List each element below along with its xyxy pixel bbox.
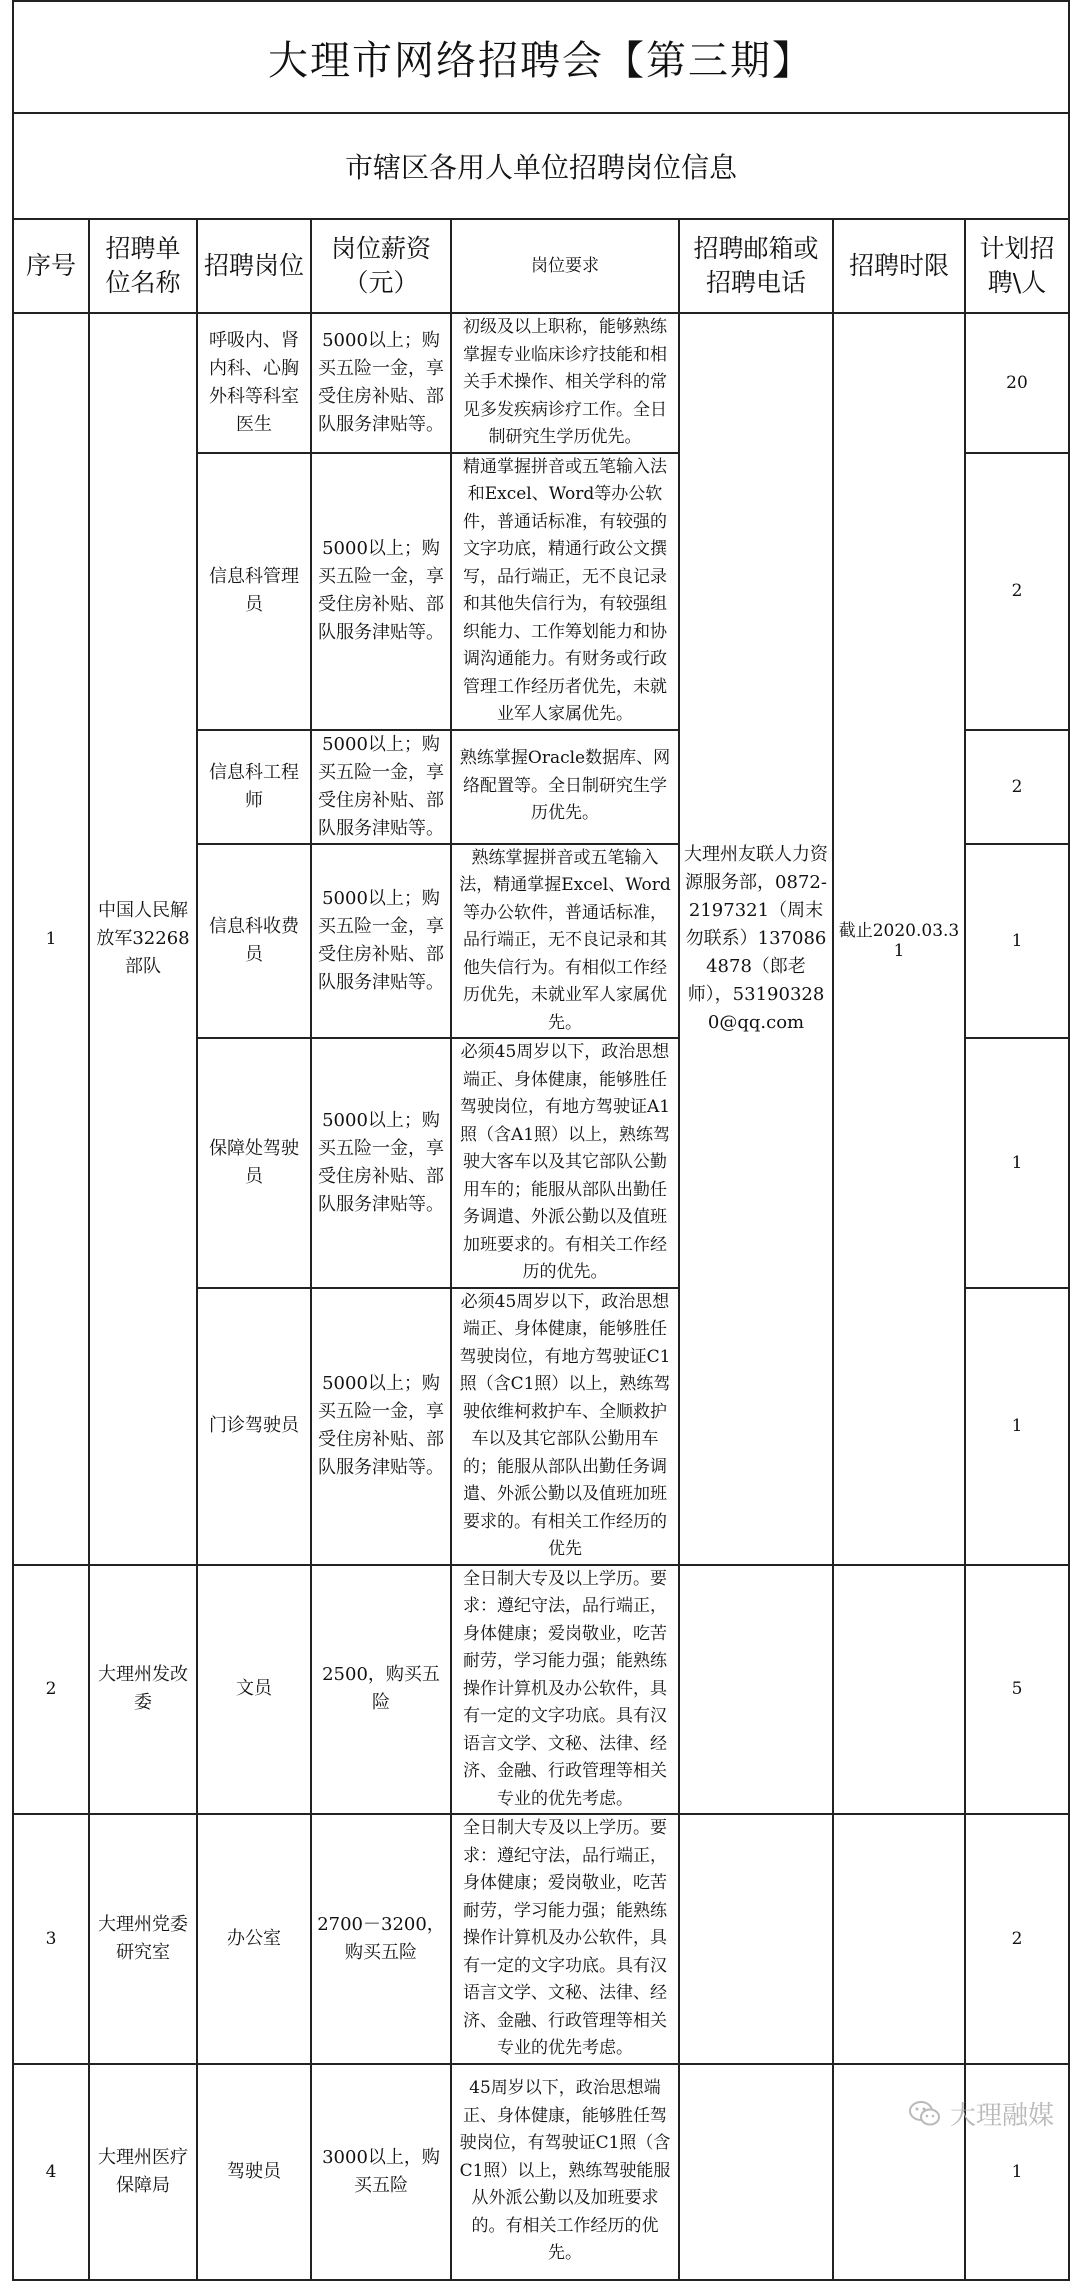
table-row [13,1814,1069,2064]
unit-name: 中国人民解放军32268部队 [89,313,197,1565]
requirements: 45周岁以下，政治思想端正、身体健康，能够胜任驾驶岗位，有驾驶证C1照（含C1照）以上，熟练驾驶能服从外派公勤以及加班要求的。有相关工作经历的优先。 [451,2064,679,2280]
position-name: 保障处驾驶员 [197,1038,311,1288]
position-name: 信息科工程师 [197,730,311,844]
hire-count: 1 [965,1288,1069,1565]
deadline: 截止2020.03.31 [833,313,965,1565]
header-contact: 招聘邮箱或招聘电话 [679,219,833,313]
row-no: 2 [13,1565,89,1815]
hire-count: 2 [965,453,1069,730]
table-row [13,313,1069,453]
salary: 2700－3200，购买五险 [311,1814,451,2064]
salary: 5000以上；购买五险一金，享受住房补贴、部队服务津贴等。 [311,730,451,844]
hire-count: 1 [965,844,1069,1039]
recruitment-table [12,0,1070,2281]
requirements: 精通掌握拼音或五笔输入法和Excel、Word等办公软件，普通话标准，有较强的文字功底，精通行政公文撰写，品行端正，无不良记录和其他失信行为，有较强组织能力、工作筹划能力和协调沟通能力。有财务或行政管理工作经历者优先，未就业军人家属优先。 [451,453,679,730]
table-row [13,1565,1069,1815]
contact [679,1814,833,2064]
wechat-icon [908,2099,942,2129]
hire-count: 5 [965,1565,1069,1815]
requirements: 初级及以上职称，能够熟练掌握专业临床诊疗技能和相关手术操作、相关学科的常见多发疾病诊疗工作。全日制研究生学历优先。 [451,313,679,453]
deadline [833,1565,965,1815]
row-no: 4 [13,2064,89,2280]
header-row [13,219,1069,313]
header-position: 招聘岗位 [197,219,311,313]
position-name: 呼吸内、肾内科、心胸外科等科室医生 [197,313,311,453]
header-deadline: 招聘时限 [833,219,965,313]
requirements: 必须45周岁以下，政治思想端正、身体健康，能够胜任驾驶岗位，有地方驾驶证C1照（含C1照）以上，熟练驾驶依维柯救护车、全顺救护车以及其它部队公勤用车的；能服从部队出勤任务调遣、外派公勤以及值班加班要求的。有相关工作经历的优先 [451,1288,679,1565]
hire-count: 1 [965,1038,1069,1288]
salary: 5000以上；购买五险一金，享受住房补贴、部队服务津贴等。 [311,1038,451,1288]
requirements: 全日制大专及以上学历。要求：遵纪守法，品行端正，身体健康；爱岗敬业，吃苦耐劳，学习能力强；能熟练操作计算机及办公软件，具有一定的文字功底。具有汉语言文学、文秘、法律、经济、金融、行政管理等相关专业的优先考虑。 [451,1565,679,1815]
salary: 5000以上；购买五险一金，享受住房补贴、部队服务津贴等。 [311,313,451,453]
contact: 大理州友联人力资源服务部，0872-2197321（周末勿联系）1370864878（郎老师），531903280@qq.com [679,313,833,1565]
header-count: 计划招聘\人 [965,219,1069,313]
contact [679,2064,833,2280]
hire-count: 1 [965,2064,1069,2280]
unit-name: 大理州党委研究室 [89,1814,197,2064]
hire-count: 2 [965,730,1069,844]
hire-count: 2 [965,1814,1069,2064]
contact [679,1565,833,1815]
position-name: 门诊驾驶员 [197,1288,311,1565]
header-requirements: 岗位要求 [451,219,679,313]
requirements: 熟练掌握Oracle数据库、网络配置等。全日制研究生学历优先。 [451,730,679,844]
salary: 5000以上；购买五险一金，享受住房补贴、部队服务津贴等。 [311,1288,451,1565]
unit-name: 大理州发改委 [89,1565,197,1815]
deadline [833,1814,965,2064]
requirements: 必须45周岁以下，政治思想端正、身体健康，能够胜任驾驶岗位，有地方驾驶证A1照（含A1照）以上，熟练驾驶大客车以及其它部队公勤用车的；能服从部队出勤任务调遣、外派公勤以及值班加班要求的。有相关工作经历的优先。 [451,1038,679,1288]
row-no: 1 [13,313,89,1565]
salary: 5000以上；购买五险一金，享受住房补贴、部队服务津贴等。 [311,453,451,730]
salary: 5000以上；购买五险一金，享受住房补贴、部队服务津贴等。 [311,844,451,1039]
page-title: 大理市网络招聘会【第三期】 [13,1,1069,113]
requirements: 熟练掌握拼音或五笔输入法，精通掌握Excel、Word等办公软件，普通话标准，品行端正，无不良记录和其他失信行为。有相似工作经历优先，未就业军人家属优先。 [451,844,679,1039]
watermark-text: 大理融媒 [949,2101,1054,2131]
position-name: 驾驶员 [197,2064,311,2280]
salary: 3000以上，购买五险 [311,2064,451,2280]
row-no: 3 [13,1814,89,2064]
position-name: 办公室 [197,1814,311,2064]
header-no: 序号 [13,219,89,313]
position-name: 文员 [197,1565,311,1815]
hire-count: 20 [965,313,1069,453]
position-name: 信息科管理员 [197,453,311,730]
header-salary: 岗位薪资（元） [311,219,451,313]
requirements: 全日制大专及以上学历。要求：遵纪守法，品行端正，身体健康；爱岗敬业，吃苦耐劳，学习能力强；能熟练操作计算机及办公软件，具有一定的文字功底。具有汉语言文学、文秘、法律、经济、金融、行政管理等相关专业的优先考虑。 [451,1814,679,2064]
header-unit: 招聘单位名称 [89,219,197,313]
position-name: 信息科收费员 [197,844,311,1039]
watermark [908,2095,1054,2132]
unit-name: 大理州医疗保障局 [89,2064,197,2280]
salary: 2500，购买五险 [311,1565,451,1815]
table-subtitle: 市辖区各用人单位招聘岗位信息 [13,113,1069,219]
